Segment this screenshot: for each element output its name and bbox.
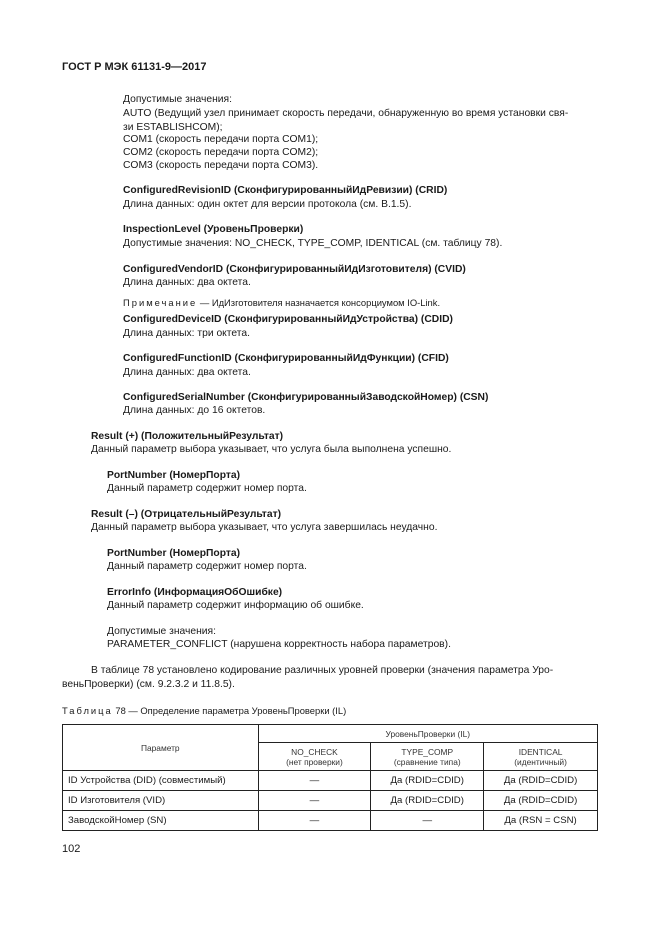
header-identical	[484, 743, 598, 771]
header-nocheck-sub: (нет проверки)	[286, 756, 343, 767]
result-positive-description: Данный параметр выбора указывает, что услуга была выполнена успешно.	[91, 444, 452, 455]
result-positive-title: Result (+) (ПоложительныйРезультат)	[91, 431, 284, 442]
cdid-title: ConfiguredDeviceID (СконфигурированныйИдУстройства) (CDID)	[123, 314, 453, 325]
row-param: ID Изготовителя (VID)	[63, 791, 259, 811]
errorinfo-description: Данный параметр содержит информацию об ошибке.	[107, 600, 364, 611]
header-typecomp	[371, 743, 484, 771]
portnumber-description: Данный параметр содержит номер порта.	[107, 483, 307, 494]
table-caption-word: Таблица	[62, 705, 113, 716]
row-nocheck: —	[258, 771, 371, 791]
table-row	[63, 771, 598, 791]
table-caption-text: 78 — Определение параметра УровеньПроверки (IL)	[112, 705, 347, 716]
row-nocheck: —	[258, 811, 371, 831]
com1-value: COM1 (скорость передачи порта COM1);	[123, 134, 319, 145]
header-group: УровеньПроверки (IL)	[258, 725, 597, 743]
header-typecomp-sub: (сравнение типа)	[393, 756, 461, 767]
row-identical: Да (RDID=CDID)	[484, 771, 598, 791]
auto-value-line2: зи ESTABLISHCOM);	[123, 122, 223, 133]
header-typecomp-label: TYPE_COMP	[401, 746, 454, 757]
row-param: ID Устройства (DID) (совместимый)	[63, 771, 259, 791]
com3-value: COM3 (скорость передачи порта COM3).	[123, 160, 319, 171]
header-nocheck-label: NO_CHECK	[291, 746, 338, 757]
parameter-conflict-value: PARAMETER_CONFLICT (нарушена корректность набора параметров).	[107, 639, 451, 650]
cfid-description: Длина данных: два октета.	[123, 367, 251, 378]
table-row	[63, 811, 598, 831]
portnumber2-title: PortNumber (НомерПорта)	[107, 548, 241, 559]
document-header: ГОСТ Р МЭК 61131-9—2017	[62, 61, 207, 73]
table-row	[63, 791, 598, 811]
row-identical: Да (RSN = CSN)	[484, 811, 598, 831]
inspection-level-title: InspectionLevel (УровеньПроверки)	[123, 224, 304, 235]
cdid-description: Длина данных: три октета.	[123, 328, 250, 339]
row-nocheck: —	[258, 791, 371, 811]
header-nocheck	[258, 743, 371, 771]
auto-value-line1: AUTO (Ведущий узел принимает скорость передачи, обнаруженную во время установки свя-	[123, 108, 569, 119]
row-typecomp: Да (RDID=CDID)	[371, 791, 484, 811]
header-param: Параметр	[63, 725, 259, 771]
row-typecomp: —	[371, 811, 484, 831]
note-label: Примечание	[123, 297, 198, 308]
header-identical-sub: (идентичный)	[514, 756, 567, 767]
cfid-title: ConfiguredFunctionID (СконфигурированныйИдФункции) (CFID)	[123, 353, 449, 364]
row-identical: Да (RDID=CDID)	[484, 791, 598, 811]
allowed-values-label: Допустимые значения:	[123, 94, 232, 105]
page-number: 102	[62, 843, 81, 855]
note-text: — ИдИзготовителя назначается консорциумом IO-Link.	[197, 297, 441, 308]
header-identical-label: IDENTICAL	[518, 746, 563, 757]
crid-description: Длина данных: один октет для версии протокола (см. В.1.5).	[123, 199, 412, 210]
com2-value: COM2 (скорость передачи порта COM2);	[123, 147, 319, 158]
inspection-level-table	[62, 724, 598, 831]
result-negative-title: Result (–) (ОтрицательныйРезультат)	[91, 509, 282, 520]
cvid-description: Длина данных: два октета.	[123, 277, 251, 288]
row-param: ЗаводскойНомер (SN)	[63, 811, 259, 831]
paragraph-line1: В таблице 78 установлено кодирование различных уровней проверки (значения параметра Уро-	[91, 665, 554, 676]
allowed-values-label-2: Допустимые значения:	[107, 626, 216, 637]
crid-title: ConfiguredRevisionID (СконфигурированныйИдРевизии) (CRID)	[123, 185, 448, 196]
cvid-title: ConfiguredVendorID (СконфигурированныйИдИзготовителя) (CVID)	[123, 264, 466, 275]
note	[123, 296, 440, 309]
table-header-row	[63, 725, 598, 743]
table-caption	[62, 704, 346, 717]
csn-description: Длина данных: до 16 октетов.	[123, 405, 266, 416]
errorinfo-title: ErrorInfo (ИнформацияОбОшибке)	[107, 587, 283, 598]
row-typecomp: Да (RDID=CDID)	[371, 771, 484, 791]
portnumber2-description: Данный параметр содержит номер порта.	[107, 561, 307, 572]
csn-title: ConfiguredSerialNumber (СконфигурированныйЗаводскойНомер) (CSN)	[123, 392, 489, 403]
portnumber-title: PortNumber (НомерПорта)	[107, 470, 241, 481]
inspection-level-description: Допустимые значения: NO_CHECK, TYPE_COMP, IDENTICAL (см. таблицу 78).	[123, 238, 503, 249]
result-negative-description: Данный параметр выбора указывает, что услуга завершилась неудачно.	[91, 522, 438, 533]
paragraph-line2: веньПроверки) (см. 9.2.3.2 и 11.8.5).	[62, 679, 235, 690]
